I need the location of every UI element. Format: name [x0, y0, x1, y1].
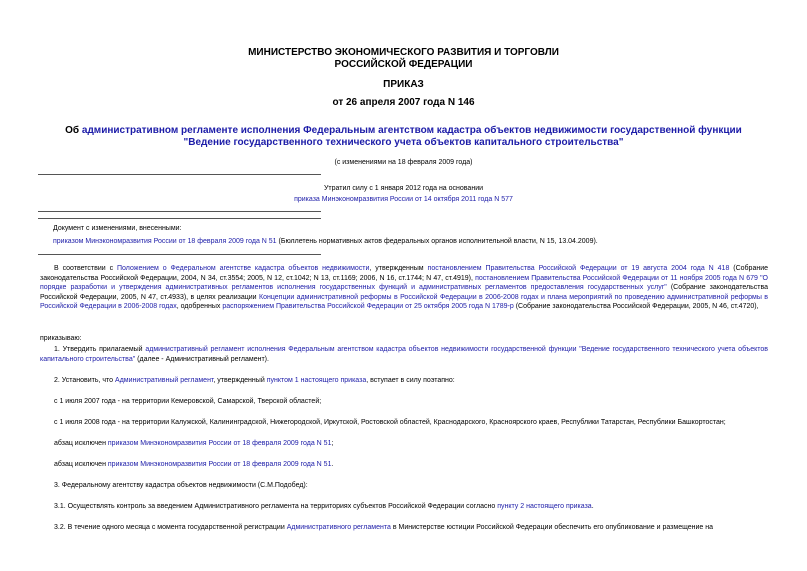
- divider: [38, 211, 321, 212]
- item-text: , вступает в силу поэтапно:: [366, 377, 455, 384]
- lost-force-text: Утратил силу с 1 января 2012 года на основании: [323, 185, 484, 192]
- ministry-line-2: РОССИЙСКОЙ ФЕДЕРАЦИИ: [334, 59, 473, 70]
- item-9: [40, 523, 768, 533]
- preamble-text: , утвержденным: [369, 265, 428, 272]
- link-order-1789[interactable]: распоряжением Правительства Российской Федерации от 25 октября 2005 года N 1789-р: [222, 303, 514, 310]
- item-text: 2. Установить, что: [54, 377, 116, 384]
- doc-type: ПРИКАЗ: [383, 79, 424, 90]
- doc-changes: [53, 224, 773, 246]
- link-order-51-2[interactable]: приказом Минэкономразвития России от 18 февраля 2009 года N 51: [107, 461, 332, 468]
- item-text: абзац исключен: [54, 461, 108, 468]
- item-text: с 1 июля 2007 года - на территории Кемеровской, Самарской, Тверской областей;: [54, 398, 322, 405]
- preamble-text: , одобренных: [176, 303, 223, 310]
- preamble-text: В соответствии с: [54, 265, 118, 272]
- item-text: 3.1. Осуществлять контроль за введением Административного регламента на территориях субъектов Российской Федерации согласно: [54, 503, 498, 510]
- preamble-text: (Собрание законодательства Российской Федерации, 2005, N 46, ст.4720),: [513, 303, 759, 310]
- amendments-note: (с изменениями на 18 февраля 2009 года): [334, 159, 473, 166]
- link-admin-regulation-3[interactable]: Административного регламента: [286, 524, 391, 531]
- doc-changes-suffix: (Бюллетень нормативных актов федеральных органов исполнительной власти, N 15, 13.04.2009).: [276, 238, 598, 245]
- item-text: (далее - Административный регламент).: [135, 355, 269, 363]
- item-text: абзац исключен: [54, 440, 108, 447]
- item-text: .: [331, 461, 334, 468]
- doc-date: от 26 апреля 2007 года N 146: [332, 97, 475, 108]
- item-text: с 1 июля 2008 года - на территории Калужской, Калининградской, Нижегородской, Иркутской, Ростовской областей, Краснодарского, Красноярского краев, Республики Татарстан, Республики Башкортостан;: [54, 419, 726, 426]
- preamble: [40, 264, 768, 312]
- item-1: [40, 345, 768, 364]
- lost-force-note: [0, 184, 807, 204]
- item-8: [40, 502, 768, 512]
- item-2: [40, 376, 768, 386]
- item-4: [40, 418, 768, 428]
- ministry-line-1: МИНИСТЕРСТВО ЭКОНОМИЧЕСКОГО РАЗВИТИЯ И ТОРГОВЛИ: [248, 47, 559, 58]
- link-point-2[interactable]: пункту 2 настоящего приказа: [497, 503, 592, 510]
- doc-changes-label: Документ с изменениями, внесенными:: [53, 225, 182, 232]
- item-text: 3.2. В течение одного месяца с момента государственной регистрации: [54, 524, 287, 531]
- item-text: , утвержденный: [213, 377, 267, 384]
- item-text: ;: [331, 440, 334, 447]
- item-text: в Министерстве юстиции Российской Федерации обеспечить его опубликование и размещение на: [390, 524, 714, 531]
- ministry-name: [0, 47, 807, 71]
- lost-force-link[interactable]: приказа Минэкономразвития России от 14 октября 2011 года N 577: [294, 196, 513, 203]
- item-3: [40, 397, 768, 407]
- title-link[interactable]: административном регламенте исполнения Федеральным агентством кадастра объектов недвижимости государственной функции "Ведение государственного технического учета объектов капитального строительства": [81, 125, 742, 148]
- order-word: приказываю:: [40, 335, 82, 342]
- item-7: [40, 481, 768, 491]
- doc-changes-link[interactable]: приказом Минэкономразвития России от 18 февраля 2009 года N 51: [53, 238, 277, 245]
- divider: [38, 254, 321, 255]
- item-5: [40, 439, 768, 449]
- divider: [38, 174, 321, 175]
- item-text: 3. Федеральному агентству кадастра объектов недвижимости (С.М.Подобед):: [54, 482, 308, 489]
- link-order-51[interactable]: приказом Минэкономразвития России от 18 февраля 2009 года N 51: [107, 440, 332, 447]
- link-admin-regulation-2[interactable]: Административный регламент: [115, 377, 214, 384]
- link-reform-concept[interactable]: Концепции административной реформы в Российской Федерации в 2006-2008 годах и плана мероприятий по проведению административной реформы в Российской Федерации в 2006-2008 годах: [40, 293, 768, 310]
- link-resolution-418[interactable]: постановлением Правительства Российской Федерации от 19 августа 2004 года N 418: [427, 265, 730, 272]
- link-point-1[interactable]: пунктом 1 настоящего приказа: [266, 377, 367, 384]
- link-agency-regulation[interactable]: Положением о Федеральном агентстве кадастра объектов недвижимости: [117, 265, 370, 272]
- divider: [38, 218, 321, 219]
- link-admin-regulation[interactable]: административный регламент исполнения Федеральным агентством кадастра объектов недвижимости государственной функции "Ведение государственного технического учета объектов капитального строительства": [40, 346, 769, 363]
- preamble-text: (Собрание законодательства Российской Федерации, 2004, N 34, ст.3554; 2005, N 12, ст.1042; N 13, ст.1169; 2006, N 16, ст.1744; N 47, ст.4919),: [40, 265, 769, 282]
- doc-title: [45, 125, 762, 149]
- preamble-text: (Собрание законодательства Российской Федерации, 2005, N 47, ст.4933), в целях реализации: [40, 284, 768, 301]
- item-6: [40, 460, 768, 470]
- link-resolution-679[interactable]: постановлением Правительства Российской Федерации от 11 ноября 2005 года N 679 "О порядке разработки и утверждения административных регламентов исполнения государственных функций и административных регламентов предоставления государственных услуг": [40, 274, 768, 291]
- item-text: .: [591, 503, 594, 510]
- item-text: 1. Утвердить прилагаемый: [54, 346, 146, 353]
- title-prefix: Об: [65, 125, 82, 136]
